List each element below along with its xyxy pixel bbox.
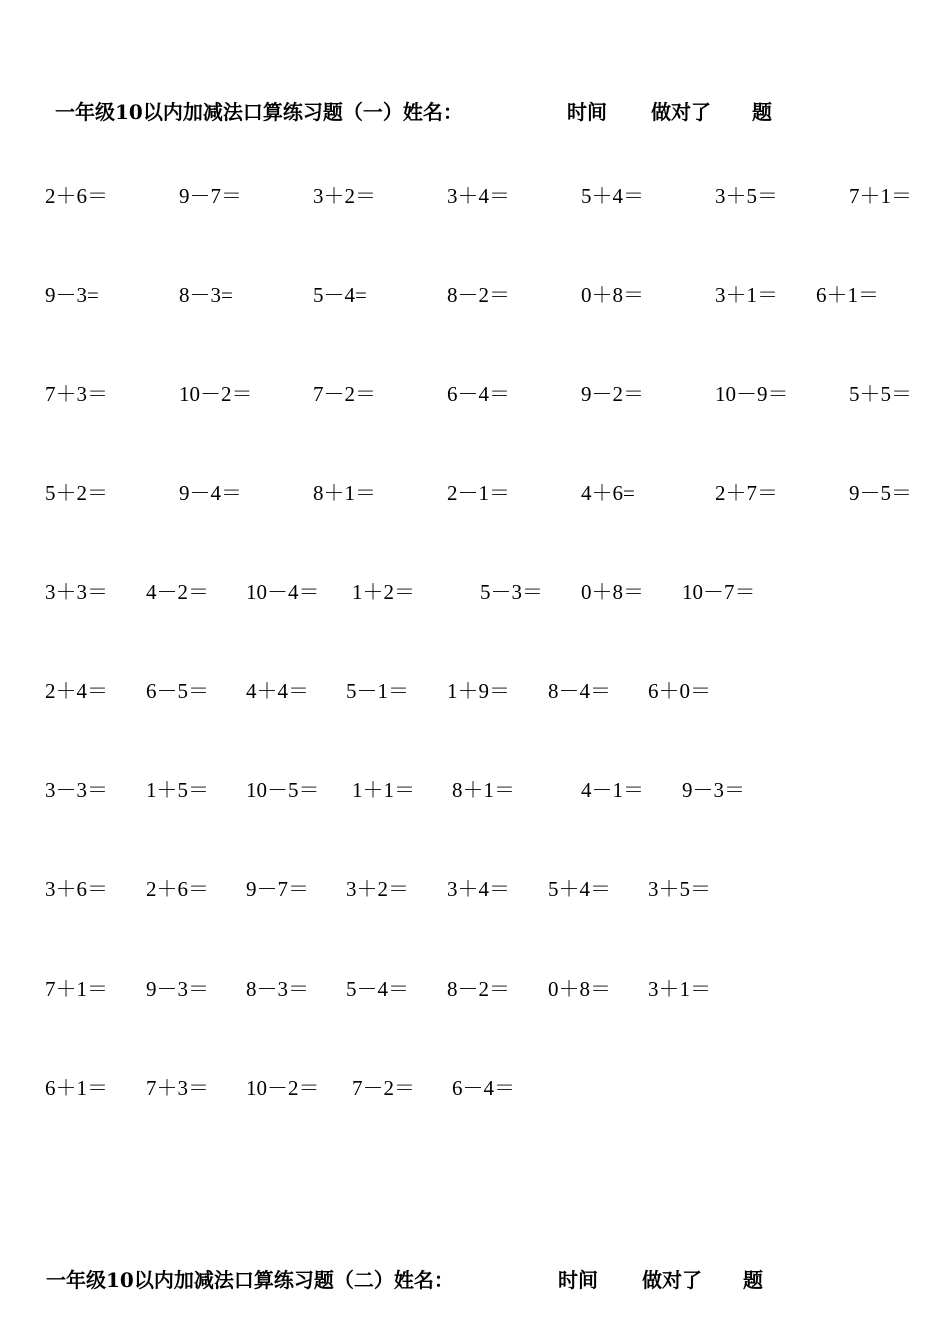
arithmetic-problem: 3＋3＝ [45,580,108,604]
arithmetic-problem: 8＋1＝ [452,778,515,802]
sheet2-questions-label: 题 [743,1268,763,1292]
arithmetic-problem: 7＋1＝ [45,977,108,1001]
arithmetic-problem: 2＋6＝ [146,877,209,901]
arithmetic-problem: 5－4＝ [346,977,409,1001]
arithmetic-problem: 6－4＝ [447,382,510,406]
arithmetic-problem: 8－2＝ [447,283,510,307]
arithmetic-problem: 3＋2＝ [313,184,376,208]
arithmetic-problem: 9－7＝ [246,877,309,901]
problem-row [0,873,950,903]
arithmetic-problem: 6－4＝ [452,1076,515,1100]
arithmetic-problem: 3＋4＝ [447,877,510,901]
arithmetic-problem: 5－1＝ [346,679,409,703]
arithmetic-problem: 1＋2＝ [352,580,415,604]
arithmetic-problem: 3＋6＝ [45,877,108,901]
arithmetic-problem: 9－3= [45,283,99,307]
problem-row [0,774,950,804]
arithmetic-problem: 9－2＝ [581,382,644,406]
arithmetic-problem: 5－3＝ [480,580,543,604]
problem-row [0,477,950,507]
arithmetic-problem: 6＋1＝ [45,1076,108,1100]
arithmetic-problem: 0＋8＝ [548,977,611,1001]
sheet2-correct-label: 做对了 [642,1268,702,1292]
arithmetic-problem: 6＋0＝ [648,679,711,703]
arithmetic-problem: 8－4＝ [548,679,611,703]
arithmetic-problem: 4＋4＝ [246,679,309,703]
problem-row [0,378,950,408]
arithmetic-problem: 9－3＝ [146,977,209,1001]
arithmetic-problem: 10－2＝ [246,1076,320,1100]
arithmetic-problem: 2＋4＝ [45,679,108,703]
arithmetic-problem: 3＋2＝ [346,877,409,901]
arithmetic-problem: 3＋5＝ [648,877,711,901]
arithmetic-problem: 7＋3＝ [45,382,108,406]
sheet1-questions-label: 题 [752,100,772,124]
arithmetic-problem: 9－3＝ [682,778,745,802]
problem-row [0,1072,950,1102]
problem-row [0,675,950,705]
arithmetic-problem: 3＋5＝ [715,184,778,208]
arithmetic-problem: 3－3＝ [45,778,108,802]
arithmetic-problem: 8－3＝ [246,977,309,1001]
arithmetic-problem: 0＋8＝ [581,283,644,307]
problem-row [0,973,950,1003]
sheet2-title: 一年级10以内加减法口算练习题（二）姓名： [46,1268,454,1292]
arithmetic-problem: 9－5＝ [849,481,912,505]
arithmetic-problem: 6＋1＝ [816,283,879,307]
problem-row [0,279,950,309]
arithmetic-problem: 2－1＝ [447,481,510,505]
arithmetic-problem: 10－5＝ [246,778,320,802]
arithmetic-problem: 7＋1＝ [849,184,912,208]
arithmetic-problem: 8－3= [179,283,233,307]
arithmetic-problem: 5＋4＝ [548,877,611,901]
arithmetic-problem: 2＋6＝ [45,184,108,208]
arithmetic-problem: 10－7＝ [682,580,756,604]
arithmetic-problem: 10－2＝ [179,382,253,406]
arithmetic-problem: 10－9＝ [715,382,789,406]
arithmetic-problem: 3＋4＝ [447,184,510,208]
sheet1-title: 一年级10以内加减法口算练习题（一）姓名： [55,100,463,124]
arithmetic-problem: 7＋3＝ [146,1076,209,1100]
arithmetic-problem: 9－4＝ [179,481,242,505]
sheet1-correct-label: 做对了 [651,100,711,124]
arithmetic-problem: 7－2＝ [313,382,376,406]
arithmetic-problem: 0＋8＝ [581,580,644,604]
sheet2-time-label: 时间 [558,1268,598,1292]
problem-row [0,576,950,606]
arithmetic-problem: 7－2＝ [352,1076,415,1100]
arithmetic-problem: 5＋5＝ [849,382,912,406]
arithmetic-problem: 1＋9＝ [447,679,510,703]
problem-row [0,180,950,210]
arithmetic-problem: 4＋6= [581,481,635,505]
arithmetic-problem: 1＋1＝ [352,778,415,802]
arithmetic-problem: 5＋2＝ [45,481,108,505]
arithmetic-problem: 6－5＝ [146,679,209,703]
arithmetic-problem: 8＋1＝ [313,481,376,505]
arithmetic-problem: 5－4= [313,283,367,307]
arithmetic-problem: 5＋4＝ [581,184,644,208]
arithmetic-problem: 1＋5＝ [146,778,209,802]
sheet1-time-label: 时间 [567,100,607,124]
arithmetic-problem: 9－7＝ [179,184,242,208]
arithmetic-problem: 10－4＝ [246,580,320,604]
arithmetic-problem: 8－2＝ [447,977,510,1001]
arithmetic-problem: 4－2＝ [146,580,209,604]
arithmetic-problem: 4－1＝ [581,778,644,802]
arithmetic-problem: 3＋1＝ [715,283,778,307]
arithmetic-problem: 2＋7＝ [715,481,778,505]
arithmetic-problem: 3＋1＝ [648,977,711,1001]
